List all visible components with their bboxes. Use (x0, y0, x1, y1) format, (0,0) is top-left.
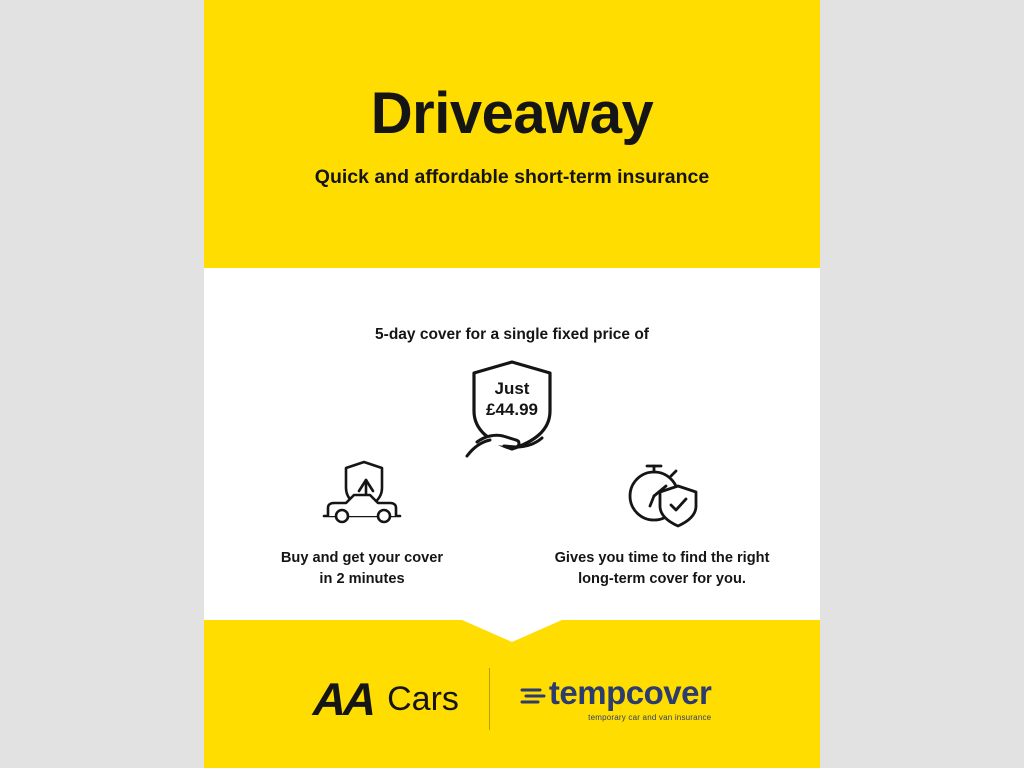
footer-band (204, 620, 820, 768)
tempcover-tagline: temporary car and van insurance (588, 713, 712, 722)
poster (204, 0, 820, 768)
tempcover-logo (520, 676, 711, 722)
page-title: Driveaway (370, 81, 654, 146)
feature-item (532, 458, 792, 590)
feature-item (232, 458, 492, 590)
feature-text (532, 548, 792, 590)
car-with-arrow-shield-icon (232, 458, 492, 530)
feature-line-2: long-term cover for you. (578, 571, 746, 588)
page-subtitle: Quick and affordable short-term insurance (314, 166, 710, 188)
stopwatch-shield-check-icon (532, 458, 792, 530)
logo-divider (489, 668, 490, 730)
tempcover-name: tempcover (548, 674, 712, 711)
header-band (204, 0, 820, 268)
shield-in-hand-icon (447, 356, 577, 466)
feature-text (232, 548, 492, 590)
price-intro-text: 5-day cover for a single fixed price of (375, 326, 649, 343)
aa-cars-label: Cars (387, 680, 459, 718)
price-value: £44.99 (486, 400, 538, 420)
feature-line-1: Gives you time to find the right (554, 550, 770, 566)
tempcover-wordmark (549, 676, 711, 722)
feature-line-1: Buy and get your cover (280, 550, 444, 566)
footer-notch (462, 620, 562, 642)
logo-row (204, 668, 820, 730)
feature-line-2: in 2 minutes (319, 571, 405, 588)
main-panel (204, 268, 820, 620)
tempcover-speedlines-icon (520, 682, 546, 713)
aa-logo: AA (311, 673, 375, 725)
price-just-label: Just (494, 379, 530, 398)
